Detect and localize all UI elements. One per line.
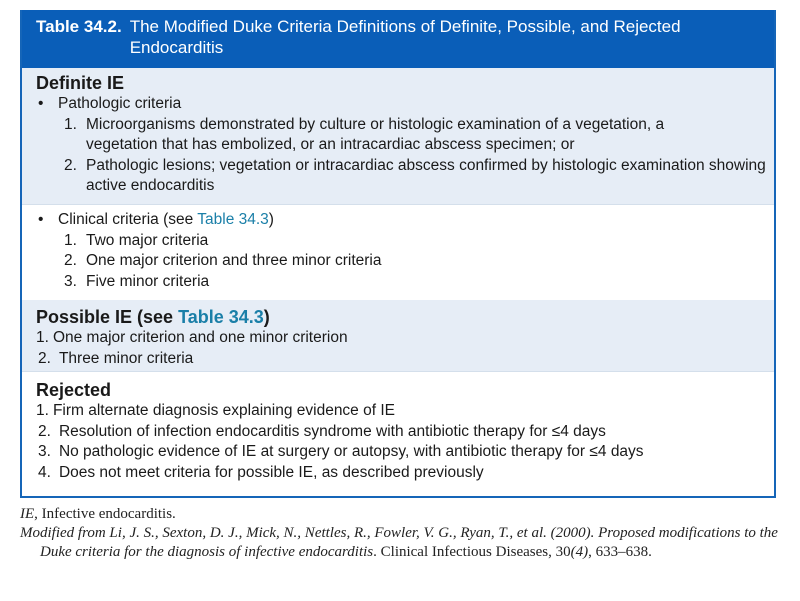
bullet-clinical: • Clinical criteria (see Table 34.3)	[36, 210, 774, 231]
pathologic-list	[36, 115, 774, 197]
section-rejected	[22, 372, 774, 496]
list-item: 3. No pathologic evidence of IE at surgery or autopsy, with antibiotic therapy for ≤4 days	[38, 443, 644, 460]
section-possible	[22, 300, 774, 372]
bullet-icon: •	[38, 95, 44, 112]
table-title: The Modified Duke Criteria Definitions of Definite, Possible, and Rejected Endocarditis	[129, 17, 681, 57]
list-item: 3. Five minor criteria	[64, 272, 210, 290]
abbreviation-note: IE, Infective endocarditis.	[20, 506, 176, 522]
table-34-3-link[interactable]: Table 34.3	[178, 307, 264, 327]
section-title-definite: Definite IE	[36, 73, 125, 93]
list-item: 1. Microorganisms demonstrated by culture or histologic examination of a vegetation, a vegetation that has embolized, or an intracardiac abscess specimen; or	[64, 115, 665, 153]
criteria-table	[20, 10, 776, 498]
list-item: 2. Pathologic lesions; vegetation or intracardiac abscess confirmed by histologic examination showing active endocarditis	[64, 156, 766, 194]
bullet-icon: •	[38, 211, 44, 228]
list-item: 1. One major criterion and one minor criterion	[36, 329, 348, 346]
list-item: 2. Three minor criteria	[38, 349, 194, 367]
table-header	[22, 10, 774, 68]
bullet-pathologic: • Pathologic criteria	[36, 94, 774, 115]
table-34-3-link[interactable]: Table 34.3	[197, 211, 269, 228]
section-title-possible: Possible IE (see Table 34.3)	[36, 307, 270, 327]
source-citation: Modified from Li, J. S., Sexton, D. J., Mick, N., Nettles, R., Fowler, V. G., Ryan, T., et al. (2000). Proposed modifications to the Duke criteria for the diagnosis of infective endocarditis. Clinical Infectious Diseases, 30(4), 633–638.	[20, 525, 778, 560]
clinical-list	[36, 231, 774, 293]
list-item: 4. Does not meet criteria for possible IE, as described previously	[38, 463, 484, 481]
list-item: 2. Resolution of infection endocarditis syndrome with antibiotic therapy for ≤4 days	[38, 422, 606, 440]
section-definite-pathologic	[22, 68, 774, 205]
list-item: 1. Firm alternate diagnosis explaining evidence of IE	[36, 402, 395, 419]
list-item: 2. One major criterion and three minor criteria	[64, 252, 382, 269]
table-number: Table 34.2.	[36, 17, 122, 36]
table-footnotes	[20, 505, 780, 562]
section-title-rejected: Rejected	[36, 380, 112, 400]
section-definite-clinical	[22, 205, 774, 300]
list-item: 1. Two major criteria	[64, 231, 209, 249]
